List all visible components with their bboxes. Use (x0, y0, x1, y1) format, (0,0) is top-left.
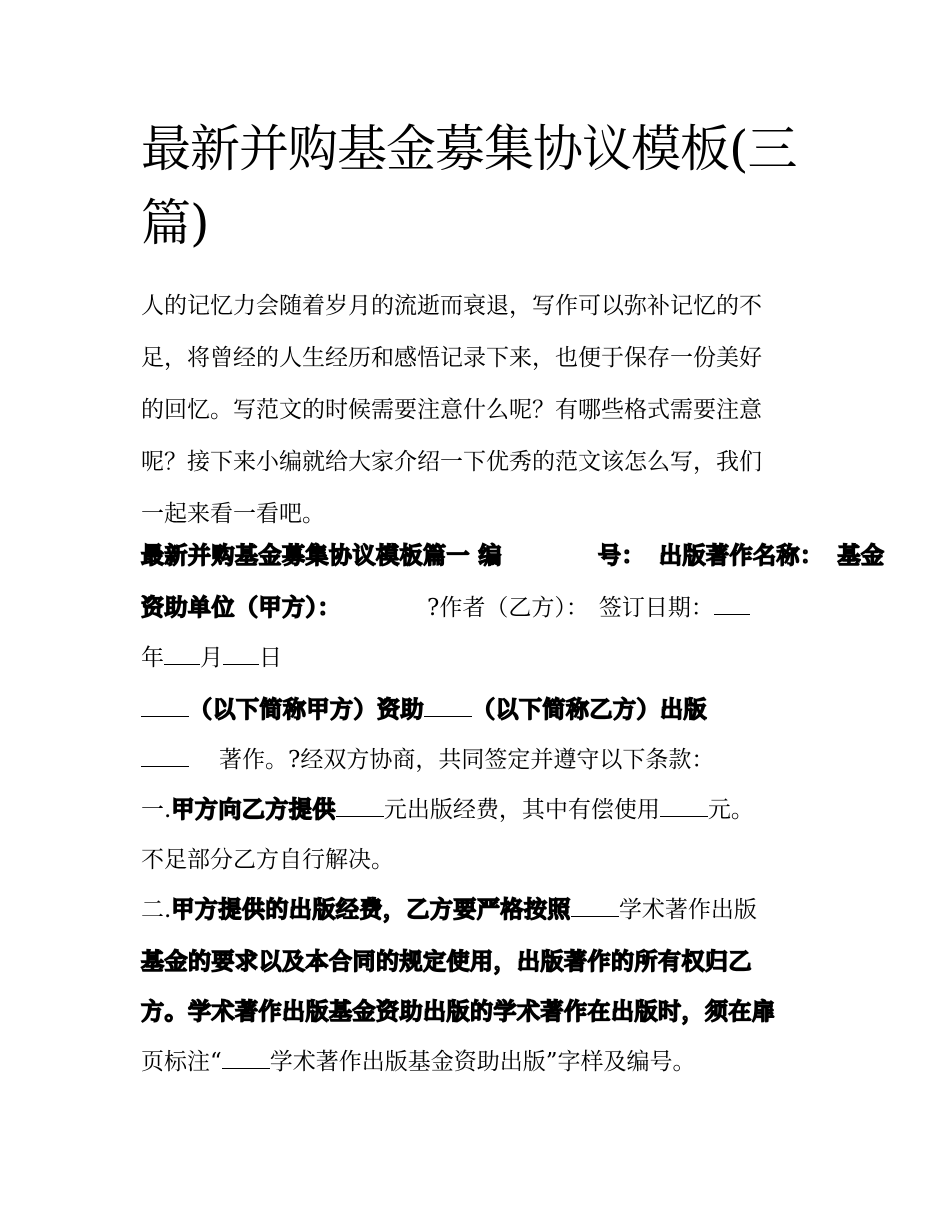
party-b-ref: （以下简称乙方）出版 (472, 697, 707, 723)
party-a-blank (141, 696, 189, 717)
parties-row (141, 694, 707, 726)
section-heading: 最新并购基金募集协议模板篇一 编 (141, 543, 503, 569)
clause-2-line-2 (141, 946, 752, 978)
intro-line: 呢？接下来小编就给大家介绍一下优秀的范文该怎么写，我们 (141, 449, 762, 475)
fund-label: 基金 (837, 543, 885, 569)
clause-1-outline: 甲方向乙方提供 (171, 797, 336, 823)
clause-1-blank-b (660, 796, 708, 817)
clause-1-unit: 元。 (707, 797, 754, 823)
work-blank (141, 746, 189, 767)
clause-1-text: 不足部分乙方自行解决。 (141, 847, 394, 873)
author-label: ?作者（乙方）： (427, 595, 589, 621)
work-row (141, 744, 714, 776)
party-a-ref: （以下简称甲方）资助 (189, 697, 424, 723)
clause-2-outline: 甲方提供的出版经费，乙方要严格按照 (171, 897, 571, 923)
clause-1-rest: 元出版经费，其中有偿使用 (383, 797, 660, 823)
party-b-blank (424, 696, 472, 717)
section-heading-row (141, 540, 885, 572)
clause-1-line-2 (141, 844, 394, 876)
clause-1-number: 一. (141, 797, 172, 823)
clause-2-line-4 (141, 1046, 696, 1078)
clause-2-rest: 学术著作出版 (618, 897, 757, 923)
work-name-label: 出版著作名称： (659, 543, 824, 569)
day-label: 日 (259, 645, 282, 671)
sponsor-row (141, 592, 750, 624)
date-row (141, 642, 282, 674)
intro-line: 一起来看一看吧。 (141, 501, 325, 527)
intro-line: 足，将曾经的人生经历和感悟记录下来，也便于保存一份美好 (141, 345, 762, 371)
year-label: 年 (141, 645, 164, 671)
document-title: 最新并购基金募集协议模板(三篇) (141, 120, 797, 252)
clause-1-line-1 (141, 794, 754, 826)
clause-2-number: 二. (141, 897, 172, 923)
clause-2-line-3 (141, 996, 776, 1028)
clause-2-text: 学术著作出版基金资助出版”字样及编号。 (269, 1049, 696, 1075)
intro-line: 的回忆。写范文的时候需要注意什么呢？有哪些格式需要注意 (141, 397, 762, 423)
date-blank (714, 594, 750, 615)
clause-2-name-blank (222, 1048, 270, 1069)
clause-1-blank-a (336, 796, 384, 817)
clause-2-blank (571, 896, 619, 917)
sign-date-label: 签订日期： (598, 595, 714, 621)
month-label: 月 (200, 645, 223, 671)
clause-2-text: 方。学术著作出版基金资助出版的学术著作在出版时，须在扉 (141, 999, 776, 1025)
clause-2-text: 页标注“ (141, 1049, 222, 1075)
clause-2-text: 基金的要求以及本合同的规定使用，出版著作的所有权归乙 (141, 949, 752, 975)
serial-label: 号： (598, 543, 646, 569)
intro-paragraph (141, 280, 821, 540)
year-blank (164, 644, 200, 665)
work-text: 著作。?经双方协商，共同签定并遵守以下条款： (219, 747, 715, 773)
intro-line: 人的记忆力会随着岁月的流逝而衰退，写作可以弥补记忆的不 (141, 293, 762, 319)
sponsor-label: 资助单位（甲方）： (141, 595, 341, 621)
clause-2-line-1 (141, 894, 757, 926)
month-blank (223, 644, 259, 665)
